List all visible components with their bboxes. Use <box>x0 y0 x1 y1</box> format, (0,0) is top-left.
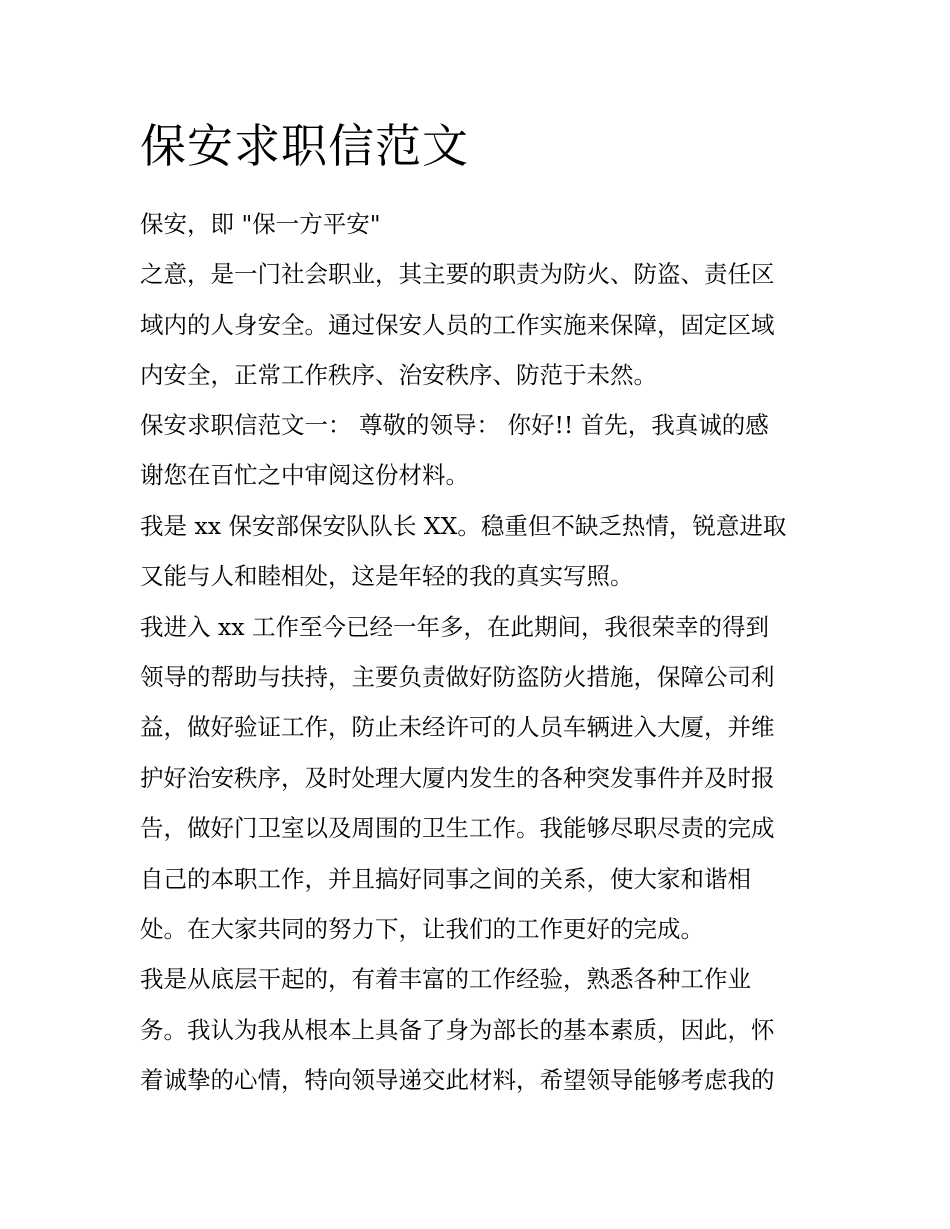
text-line: 之意，是一门社会职业，其主要的职责为防火、防盗、责任区 <box>140 260 775 288</box>
text-line: 领导的帮助与扶持，主要负责做好防盗防火措施，保障公司利 <box>140 663 775 691</box>
text-line: 我是从底层干起的，有着丰富的工作经验，熟悉各种工作业 <box>140 965 751 993</box>
text-line: 我是 xx 保安部保安队队长 XX。稳重但不缺乏热情，锐意进取 <box>140 512 787 540</box>
text-line: 着诚挚的心情，特向领导递交此材料，希望领导能够考虑我的 <box>140 1066 775 1094</box>
document-title: 保安求职信范文 <box>140 119 469 173</box>
text-line: 内安全，正常工作秩序、治安秩序、防范于未然。 <box>140 361 657 389</box>
text-line: 我进入 xx 工作至今已经一年多，在此期间，我很荣幸的得到 <box>140 613 769 641</box>
text-line: 谢您在百忙之中审阅这份材料。 <box>140 461 469 489</box>
text-line: 保安，即 "保一方平安" <box>140 210 381 238</box>
text-line: 告，做好门卫室以及周围的卫生工作。我能够尽职尽责的完成 <box>140 814 775 842</box>
text-line: 处。在大家共同的努力下，让我们的工作更好的完成。 <box>140 915 704 943</box>
text-line: 护好治安秩序，及时处理大厦内发生的各种突发事件并及时报 <box>140 764 775 792</box>
text-line: 自己的本职工作，并且搞好同事之间的关系，使大家和谐相 <box>140 865 751 893</box>
text-line: 益，做好验证工作，防止未经许可的人员车辆进入大厦，并维 <box>140 713 775 741</box>
text-line: 域内的人身安全。通过保安人员的工作实施来保障，固定区域 <box>140 311 775 339</box>
text-line: 保安求职信范文一： 尊敬的领导： 你好!! 首先，我真诚的感 <box>140 411 769 439</box>
text-line: 务。我认为我从根本上具备了身为部长的基本素质，因此，怀 <box>140 1016 775 1044</box>
text-line: 又能与人和睦相处，这是年轻的我的真实写照。 <box>140 562 634 590</box>
